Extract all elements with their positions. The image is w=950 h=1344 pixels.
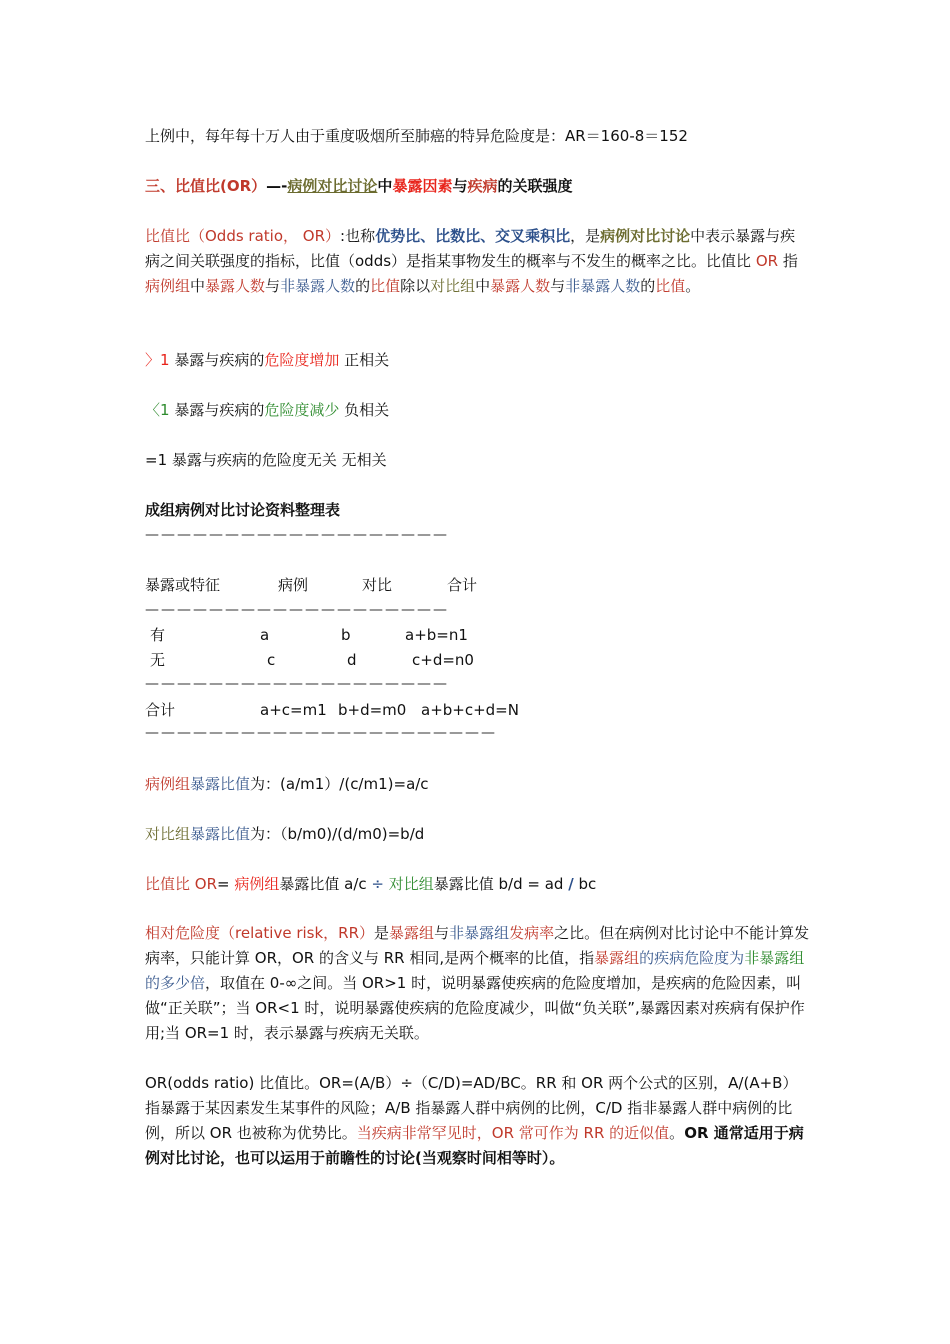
rr-text: 与 (434, 924, 450, 942)
rr-risk: 的疾病危险度为 (639, 949, 745, 967)
or-rr-comparison (145, 1071, 810, 1171)
heading-case-control: 病例对比讨论 (287, 177, 378, 195)
rr-text: 是 (374, 924, 390, 942)
heading-tail: 的关联强度 (497, 177, 573, 195)
control-ratio-formula: 为：（b/m0)/(d/m0)=b/d (250, 825, 425, 843)
table-header-total: 合计 (447, 576, 478, 594)
rr-term: 相对危险度（relative risk，RR） (145, 924, 375, 942)
def-text: 除以 (400, 277, 431, 295)
lt1-text: 负相关 (339, 401, 390, 419)
rr-unexposed-group: 非暴露组 (449, 924, 510, 942)
gt1-text: 正相关 (339, 351, 390, 369)
def-text: 指 (778, 252, 798, 270)
or-slash: / (568, 875, 574, 893)
def-control-group: 对比组 (430, 277, 476, 295)
def-text: 中 (190, 277, 206, 295)
def-case-control: 病例对比讨论 (600, 227, 691, 245)
heading-disease: 疾病 (467, 177, 498, 195)
table-cell-no: 无 (150, 651, 166, 669)
case-ratio-label: 暴露比值 (190, 775, 251, 793)
or-case-ratio: 暴露比值 a/c (279, 875, 372, 893)
section-heading (145, 174, 573, 199)
or-bc: bc (573, 875, 597, 893)
definition-paragraph (145, 224, 810, 299)
def-text: 中表示暴露与疾病之间关联强度的指标，比值（odds）是指某事物发生的概率与不发生的概率之比。比值比 (145, 227, 796, 270)
gt1-text: 暴露与疾病的 (174, 351, 265, 369)
table-total-m0: b+d=m0 (338, 701, 407, 719)
comparison-text: 。 (669, 1124, 685, 1142)
table-cell-yes: 有 (150, 626, 166, 644)
def-synonyms: 优势比、比数比、交叉乘积比 (375, 227, 571, 245)
rr-unexposed-group: 非暴露组 (744, 949, 805, 967)
lt1-text: 暴露与疾病的 (174, 401, 265, 419)
def-term: 比值比（Odds ratio， OR） (145, 227, 341, 245)
def-text: 的 (640, 277, 656, 295)
rr-times: 的多少倍 (145, 974, 206, 992)
table-cell-n0: c+d=n0 (412, 651, 474, 669)
table-header-case: 病例 (278, 576, 309, 594)
def-ratio: 比值 (655, 277, 686, 295)
table-cell-d: d (347, 651, 357, 669)
or-greater-than-one (145, 348, 389, 373)
case-group-ratio (145, 772, 429, 797)
rr-exposed-group: 暴露组 (594, 949, 640, 967)
heading-and: 与 (452, 177, 468, 195)
def-ratio: 比值 (370, 277, 401, 295)
rr-exposed-group: 暴露组 (389, 924, 435, 942)
def-text: 的 (355, 277, 371, 295)
or-control-group: 对比组 (388, 875, 434, 893)
rr-paragraph (145, 921, 810, 1046)
table-cell-c: c (267, 651, 276, 669)
or-control-ratio: 暴露比值 b/d = ad (433, 875, 569, 893)
def-unexposed: 非暴露人数 (280, 277, 356, 295)
heading-mid: 中 (377, 177, 393, 195)
table-title: 成组病例对比讨论资料整理表 (145, 501, 341, 519)
def-text: 与 (550, 277, 566, 295)
lt1-symbol: 〈1 (145, 401, 175, 419)
table-cell-n1: a+b=n1 (405, 626, 468, 644)
or-formula (145, 872, 596, 897)
control-ratio-label: 暴露比值 (190, 825, 251, 843)
case-ratio-formula: 为：(a/m1）/(c/m1)=a/c (250, 775, 429, 793)
def-text: 与 (265, 277, 281, 295)
lt1-highlight: 危险度减少 (264, 401, 340, 419)
table-cell-b: b (341, 626, 351, 644)
heading-dash: —- (266, 177, 288, 195)
table-cell-a: a (260, 626, 270, 644)
or-equals-one: =1 暴露与疾病的危险度无关 无相关 (145, 451, 387, 469)
rr-incidence: 发病率 (509, 924, 555, 942)
or-less-than-one (145, 398, 389, 423)
table-rule: —————————————————————— (145, 725, 497, 741)
def-or: OR (755, 252, 779, 270)
or-case-group: 病例组 (234, 875, 280, 893)
or-label: 比值比 OR (145, 875, 217, 893)
def-exposed: 暴露人数 (205, 277, 266, 295)
heading-exposure: 暴露因素 (392, 177, 453, 195)
def-text: ，是 (570, 227, 601, 245)
or-divide: ÷ (371, 875, 389, 893)
table-header-control: 对比 (362, 576, 393, 594)
comparison-text: OR(odds ratio) 比值比。OR=(A/B）÷（C/D)=AD/BC。RR 和 OR 两个公式的区别，A/(A+B） 指暴露于某因素发生某事件的风险；A/B 指暴露人群中病例的比例，C/D 指非暴露人群中病例的比例，所以 OR 也被称为优势比。 (145, 1074, 798, 1142)
def-case-group: 病例组 (145, 277, 191, 295)
table-header-exposure: 暴露或特征 (145, 576, 221, 594)
control-group-ratio (145, 822, 424, 847)
table-rule: ——————————————————— (145, 676, 449, 692)
control-group-label: 对比组 (145, 825, 191, 843)
def-text: 。 (685, 277, 701, 295)
or-equals: = (217, 875, 235, 893)
gt1-symbol: 〉1 (145, 351, 175, 369)
def-unexposed: 非暴露人数 (565, 277, 641, 295)
or-usage-note: OR 通常适用于病例对比讨论，也可以运用于前瞻性的讨论(当观察时间相等时）。 (145, 1124, 804, 1167)
table-total-n: a+b+c+d=N (421, 701, 519, 719)
case-group-label: 病例组 (145, 775, 191, 793)
def-text: :也称 (340, 227, 376, 245)
table-rule: ——————————————————— (145, 527, 449, 543)
heading-or: 三、比值比(OR） (145, 177, 267, 195)
table-total-label: 合计 (145, 701, 176, 719)
table-rule: ——————————————————— (145, 602, 449, 618)
def-text: 中 (475, 277, 491, 295)
gt1-highlight: 危险度增加 (264, 351, 340, 369)
rare-disease-note: 当疾病非常罕见时，OR 常可作为 RR 的近似值 (356, 1124, 670, 1142)
table-total-m1: a+c=m1 (260, 701, 327, 719)
def-exposed: 暴露人数 (490, 277, 551, 295)
ar-paragraph: 上例中，每年每十万人由于重度吸烟所至肺癌的特异危险度是：AR＝160-8＝152 (145, 127, 688, 145)
rr-text: 之比。但在病例对比讨论中不能计算发病率，只能计算 OR，OR 的含义与 RR 相同,是两个概率的比值，指 (145, 924, 810, 967)
rr-text: ，取值在 0-∞之间。当 OR>1 时，说明暴露使疾病的危险度增加，是疾病的危险因素，叫做“正关联”；当 OR<1 时，说明暴露使疾病的危险度减少，叫做“负关联”,暴露因素对疾病有保护作用;当 OR=1 时，表示暴露与疾病无关联。 (145, 974, 805, 1042)
